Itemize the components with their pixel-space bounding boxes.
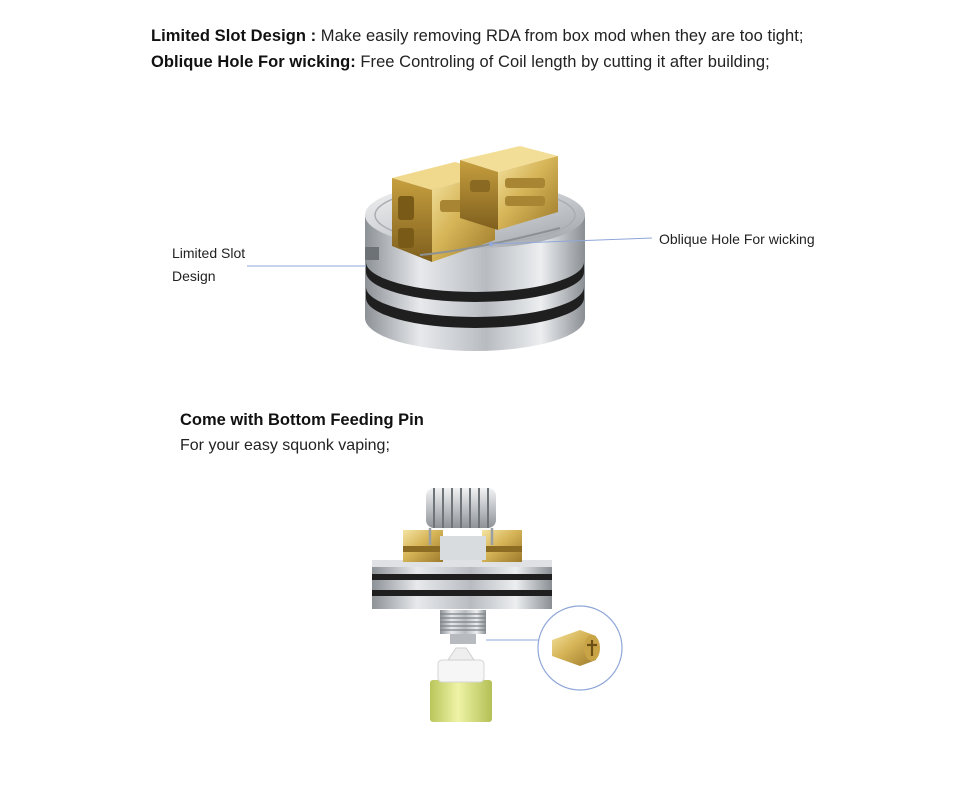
callout-dot <box>489 242 493 246</box>
callout-label-line1: Limited Slot <box>172 245 246 261</box>
callout-label-line2: Design <box>172 268 216 284</box>
feature-text: Make easily removing RDA from box mod when they are too tight; <box>316 27 804 45</box>
rda-top-view-illustration <box>365 146 585 351</box>
feature-title: Oblique Hole For wicking: <box>151 53 356 71</box>
feature-title: Limited Slot Design : <box>151 27 317 45</box>
bottom-feeding-title: Come with Bottom Feeding Pin <box>180 411 424 429</box>
rda-bottom-feeding-illustration <box>372 488 622 722</box>
feature-text: Free Controling of Coil length by cutting it after building; <box>355 53 770 71</box>
bottom-feeding-text: For your easy squonk vaping; <box>180 437 390 454</box>
callout-oblique-hole: Oblique Hole For wicking <box>659 231 815 247</box>
